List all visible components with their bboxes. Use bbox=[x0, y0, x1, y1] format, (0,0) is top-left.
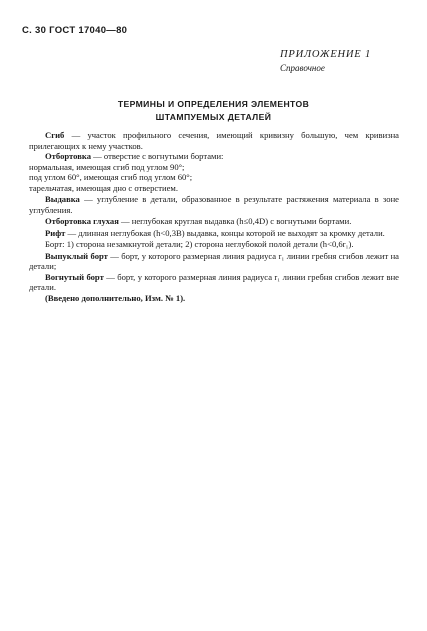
amendment-note: (Введено дополнительно, Изм. № 1). bbox=[45, 292, 186, 303]
definition-line: тарельчатая, имеющая дно с отверстием. bbox=[29, 182, 178, 193]
definition-paragraph bbox=[29, 151, 399, 162]
appendix-subtitle: Справочное bbox=[280, 63, 325, 73]
heading-line-2: ШТАМПУЕМЫХ ДЕТАЛЕЙ bbox=[155, 112, 272, 122]
definition-line: нормальная, имеющая сгиб под углом 90°; bbox=[29, 161, 185, 172]
definition-paragraph bbox=[29, 194, 399, 215]
term: Отбортовка глухая bbox=[45, 216, 119, 226]
page-header: С. 30 ГОСТ 17040—80 bbox=[22, 25, 128, 36]
definitions-body bbox=[29, 130, 399, 303]
term: Сгиб bbox=[45, 130, 65, 140]
definition-paragraph bbox=[29, 216, 399, 227]
definition: — углубление в детали, образованное в результате растяжения материала в зоне углубления. bbox=[29, 194, 399, 215]
definition: — участок профильного сечения, имеющий кривизну большую, чем кривизна прилегающих к нему участков. bbox=[29, 130, 399, 151]
heading-line-1: ТЕРМИНЫ И ОПРЕДЕЛЕНИЯ ЭЛЕМЕНТОВ bbox=[117, 99, 310, 109]
definition: : 1) сторона незамкнутой детали; 2) сторона неглубокой полой детали (h<0,6r₁). bbox=[62, 239, 354, 249]
appendix-title: ПРИЛОЖЕНИЕ 1 bbox=[280, 49, 371, 60]
term: Рифт bbox=[45, 227, 66, 238]
definition-paragraph bbox=[29, 239, 399, 250]
definition: — борт, у которого размерная линия радиуса r₁ линии гребня сгибов лежит на детали; bbox=[29, 250, 400, 271]
definition-paragraph bbox=[29, 130, 399, 151]
definition-paragraph bbox=[29, 251, 399, 272]
definition: — длинная неглубокая (h<0,3B) выдавка, концы которой не выходят за кромку детали. bbox=[65, 227, 385, 238]
term: Выдавка bbox=[45, 194, 80, 204]
section-heading bbox=[0, 98, 427, 124]
definition-paragraph bbox=[29, 272, 399, 293]
definition: — неглубокая круглая выдавка (h≤0,4D) с вогнутыми бортами. bbox=[118, 216, 352, 226]
definition: — отверстие с вогнутыми бортами: bbox=[91, 151, 224, 161]
term: Выпуклый борт bbox=[45, 250, 108, 261]
term: Вогнутый борт bbox=[45, 271, 104, 282]
term: Отбортовка bbox=[45, 151, 92, 161]
term: Борт bbox=[45, 239, 63, 249]
definition-paragraph bbox=[29, 228, 399, 239]
definition: — борт, у которого размерная линия радиуса r₁ линии гребня сгибов лежит вне детали. bbox=[29, 271, 399, 292]
appendix-label bbox=[280, 49, 371, 73]
definition-line: под углом 60°, имеющая сгиб под углом 60°; bbox=[29, 172, 193, 182]
